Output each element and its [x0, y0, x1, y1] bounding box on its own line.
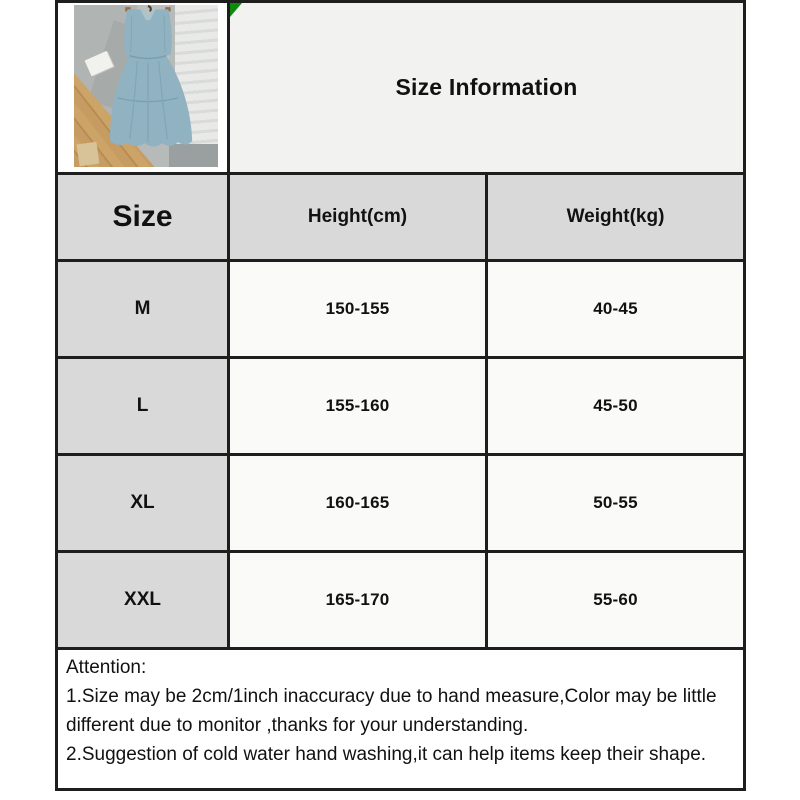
weight-value: 50-55 — [488, 456, 743, 553]
size-information-panel — [230, 3, 743, 172]
product-photo — [74, 5, 218, 167]
weight-value: 40-45 — [488, 262, 743, 359]
size-label: XXL — [58, 553, 230, 650]
table-row-xl — [58, 456, 743, 553]
attention-note-2: 2.Suggestion of cold water hand washing,it can help items keep their shape. — [66, 744, 707, 765]
product-photo-cell — [58, 3, 230, 172]
weight-value: 55-60 — [488, 553, 743, 650]
size-label: XL — [58, 456, 230, 553]
attention-note-1: 1.Size may be 2cm/1inch inaccuracy due to hand measure,Color may be little different due to monitor ,thanks for your understanding. — [66, 686, 717, 736]
weight-value: 45-50 — [488, 359, 743, 456]
attention-title: Attention: — [66, 657, 147, 678]
page-title: Size Information — [395, 74, 578, 100]
top-row — [58, 3, 743, 175]
height-value: 165-170 — [230, 553, 488, 650]
column-header-height: Height(cm) — [230, 175, 488, 262]
height-value: 160-165 — [230, 456, 488, 553]
table-row-m — [58, 262, 743, 359]
height-value: 155-160 — [230, 359, 488, 456]
height-value: 150-155 — [230, 262, 488, 359]
column-header-weight: Weight(kg) — [488, 175, 743, 262]
size-chart-sheet — [55, 0, 746, 791]
green-corner-marker — [230, 3, 242, 17]
size-label: M — [58, 262, 230, 359]
table-row-l — [58, 359, 743, 456]
table-row-xxl — [58, 553, 743, 650]
size-label: L — [58, 359, 230, 456]
table-header-row — [58, 175, 743, 262]
column-header-size: Size — [58, 175, 230, 262]
dress-image — [86, 5, 210, 167]
attention-section — [58, 650, 743, 788]
